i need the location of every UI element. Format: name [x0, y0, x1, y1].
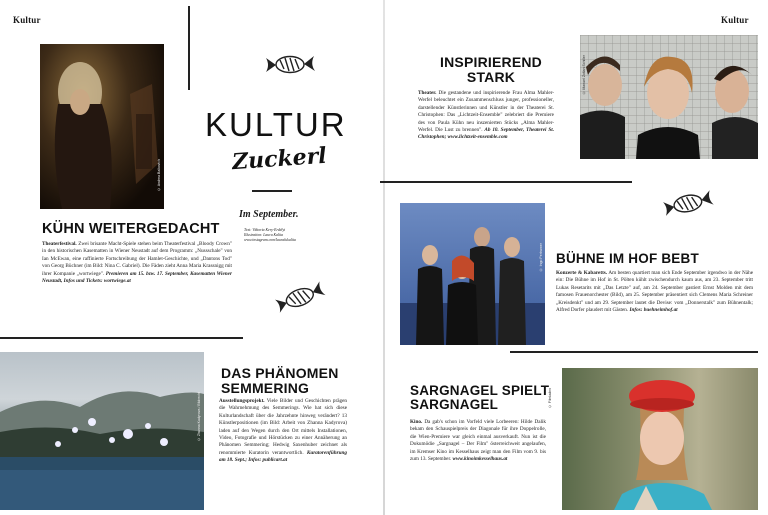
page-gutter [383, 0, 385, 515]
text-sargnagel: Da gab's schon im Vorfeld viele Lorbeeren: Hilde Dalik bekam den Schauspielpreis der Diagonale für ihre Doppelrolle, die Wien-Premiere war gleich einmal ausverkauft. Nun ist die Dokumödie „Sargnagel – Der Film" österreichweit angelaufen, im Kremser Kino im Kesselhaus zeigt man den Film vom 9. bis zum 13. September. [410, 419, 546, 463]
meta-inspiriert: Ab 10. September, Theaterei St. Christophen; www.lichtzeit-ensemble.com [418, 127, 554, 141]
lead-semmering: Ausstellungsprojekt. [219, 398, 265, 404]
photo-lichtzeit-ensemble [580, 35, 758, 159]
photo-semmering-landscape [0, 352, 204, 510]
candy-icon [660, 190, 716, 218]
photo-dantons-tod-figure [40, 44, 164, 209]
meta-sargnagel: www.kinoimkesselhaus.at [452, 456, 508, 463]
text-inspiriert: Die gestandene und inspirierende Frau Alma Mahler-Werfel beleuchtet ein Zusammenschluss junger, professioneller, darstellender Künstlerinnen und Künstler in der Theaterei St. Christophen: Das „Lichtzeit-Ensemble" zelebriert die Premiere des von Paula Kühn neu inszenierten Stücks „Alma Mahler-Werfel. Die Lust zu brennen". [418, 90, 555, 134]
headline-semmering: DAS PHÄNOMEN SEMMERING [221, 365, 339, 396]
article-sargnagel [410, 419, 546, 463]
lead-sargnagel: Kino. [410, 419, 423, 425]
candy-icon [262, 52, 318, 78]
photo-credit: © Andrea Balkovich [157, 158, 161, 191]
section-rule-right-bottom [510, 351, 758, 353]
article-inspiriert [418, 90, 554, 142]
page-title-script: Zuckerl [231, 142, 328, 176]
text-kuehn: Zwei brisante Macht-Spiele stehen beim Theaterfestival „Bloody Crown" in den historischen Kasematten in Wiener Neustadt auf dem Programm: „Nussschale" von Ian McEwan, eine raffinierte Fortschreibung der Hamlet-Geschichte, und „Dantons Tod" von Georg Büchner (im Bild: Nina C. Gabriel). Die Fäden zieht Anna Maria Krassnigg mit ihrer Kompanie „wortwiege". [42, 241, 233, 277]
text-semmering: Viele Bilder und Geschichten prägen die Wahrnehmung des Semmerings. Wie hat sich diese Kulturlandschaft über die Jahrzehnte hinweg verändert? 13 Künstlerpositionen (im Bild: Arbeit von Zhanna Kadyrova) laden auf den Wegen durch den Ort mittels Installationen, Video, Fotografie und Hörstücken zu einer Annäherung an Phänomen Semmering; Hedwig Saxenhuber zeichnet als renommierte Kuratorin verantwortlich. [219, 398, 348, 456]
byline-text: Text: Viktoria Kery-Erdélyi [244, 228, 286, 232]
title-rule [252, 190, 292, 192]
byline-illustration: Illustration: Laura Kalita [244, 233, 284, 237]
photo-semmering [0, 352, 204, 510]
meta-buehne: Infos: buehneimhof.at [629, 307, 678, 314]
headline-sargnagel: SARGNAGEL SPIELT SARGNAGEL [410, 383, 550, 413]
headline-buehne: BÜHNE IM HOF BEBT [556, 251, 699, 266]
photo-frauenorchester [400, 203, 545, 345]
byline-web: www.instagram.com/lauralukalita [244, 238, 296, 242]
candy-icon [272, 283, 328, 313]
lead-kuehn: Theaterfestival. [42, 241, 77, 247]
article-semmering [219, 398, 347, 465]
photo-credit: © Filmladen [548, 388, 552, 409]
section-label-right: Kultur [721, 15, 749, 25]
column-divider [188, 6, 190, 90]
text-buehne: Am besten quartiert man sich Ende September irgendwo in der Nähe ein: Die Bühne im Hof in St. Pölten kühlt zwischendurch kaum aus, am 23. September tritt Lukas Resetarits mit „Das Letzte" auf, am 24. September gastiert Ernst Molden mit dem famosen Frauenorchester (Bild), am 25. September präsentiert sich Clemens Maria Schreiner „Kreisdenkt" und am 29. September lautet die Devise: vom „Donnerstalk" zum Bühnentalk; Alfred Dorfer plaudert mit Gästen. [556, 270, 754, 314]
meta-kuehn: Premieren am 15. bzw. 17. September, Kasematten Wiener Neustadt, Infos und Tickets: wortwiege.at [42, 270, 233, 285]
meta-semmering: Kuratorenführung am 18. Sept.; Infos: publicart.at [219, 449, 348, 464]
page-title: KULTUR [205, 106, 347, 143]
headline-inspiriert: INSPIRIEREND STARK [440, 54, 542, 85]
photo-credit: © Manuel Zoltan Schiller [582, 55, 586, 95]
lead-inspiriert: Theater. [418, 90, 437, 96]
byline [244, 228, 344, 243]
photo-frauenorchester-band [400, 203, 545, 345]
lead-buehne: Konzerte & Kabaretts. [556, 270, 608, 276]
photo-lichtzeit-ensemble-people [580, 35, 758, 159]
article-kuehn [42, 241, 232, 285]
photo-sargnagel [548, 368, 758, 510]
article-buehne [556, 270, 753, 314]
photo-sargnagel-portrait [562, 368, 758, 510]
photo-credit: © Zhanna Kadyrova / Bildrecht [197, 392, 201, 442]
section-label-left: Kultur [13, 15, 41, 25]
subtitle: Im September. [239, 209, 299, 220]
photo-credit: © Ingo Pertramer [539, 243, 543, 272]
section-rule-right-top [380, 181, 632, 183]
headline-kuehn: KÜHN WEITERGEDACHT [42, 221, 220, 237]
section-rule-left [0, 337, 243, 339]
photo-dantons-tod [40, 44, 164, 209]
